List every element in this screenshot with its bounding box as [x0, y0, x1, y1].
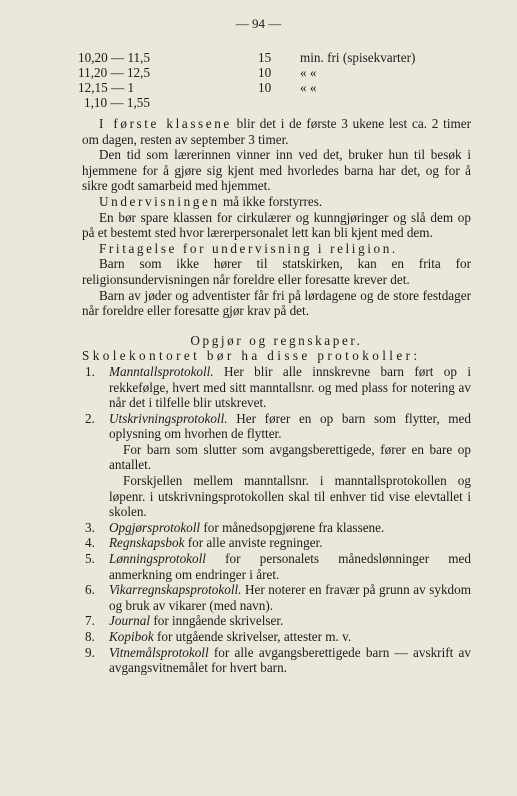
section-lead: Skolekontoret bør ha disse protokoller: — [82, 348, 421, 364]
schedule-minutes: 10 — [258, 65, 272, 80]
item-title: Kopibok — [109, 629, 154, 644]
paragraph: En bør spare klassen for cirkulærer og kunngjøringer og slå dem op på et bestemt sted hvor lærerpersonalet lett kan bli kjent med dem. — [82, 209, 471, 241]
item-number: 4. — [85, 535, 95, 551]
paragraph-text: blir det i de første 3 ukene lest ca. 2 timer om dagen, resten av september 3 timer. — [82, 116, 471, 147]
paragraph-text: må ikke forstyrres. — [219, 193, 323, 209]
item-text: for utgående skrivelser, attester m. v. — [153, 629, 352, 644]
time-schedule — [78, 50, 415, 110]
schedule-note: « « — [300, 65, 317, 80]
list-subparagraph: For barn som slutter som avgangsberettigede, fører en bare op antallet. — [109, 441, 471, 473]
item-text: for inngående skrivelser. — [150, 613, 284, 629]
item-text: for personalets månedslønninger med anmerkning om endringer i året. — [109, 551, 471, 582]
page-number: — 94 — — [235, 16, 282, 31]
list-item — [82, 411, 471, 442]
item-title: Opgjørsprotokoll — [109, 519, 201, 535]
item-text: Her fører en op barn som flytter, med oplysning om hvorhen de flytter. — [109, 410, 471, 442]
paragraph: Barn av jøder og adventister får fri på lørdagene og de store festdager når foreldre eller foresatte gjør krav på det. — [82, 287, 471, 319]
item-title: Vikarregnskapsprotokoll. — [109, 582, 242, 598]
schedule-time: 12,15 — 1 — [78, 80, 135, 95]
item-number: 2. — [85, 410, 95, 426]
schedule-time: 1,10 — 1,55 — [84, 95, 150, 110]
spaced-term: Undervisningen — [99, 193, 220, 209]
schedule-row — [78, 50, 415, 65]
schedule-minutes: 10 — [258, 80, 272, 95]
item-number: 5. — [85, 551, 95, 567]
schedule-row — [78, 65, 415, 80]
item-number: 8. — [85, 629, 95, 644]
item-text: for alle avgangsberettigede barn — avskrift av avgangsvitnemålet for hvert barn. — [109, 644, 471, 676]
list-item — [82, 535, 471, 551]
item-number: 6. — [85, 582, 95, 598]
list-item — [82, 364, 471, 411]
section-heading: Opgjør og regnskaper. — [190, 332, 363, 348]
protocol-list — [82, 364, 471, 676]
item-number: 9. — [85, 644, 95, 660]
subheading-religion: Fritagelse for undervisning i religion. — [99, 240, 398, 256]
list-subparagraph: Forskjellen mellem manntallsnr. i manntallsprotokollen og løpenr. i utskrivningsprotokollen skal til enhver tid vise elevtallet i skolen. — [109, 473, 471, 520]
schedule-time: 11,20 — 12,5 — [78, 65, 151, 80]
schedule-time: 10,20 — 11,5 — [78, 50, 151, 65]
item-title: Utskrivningsprotokoll. — [109, 410, 228, 426]
paragraph: Barn som ikke hører til statskirken, kan en frita for religionsundervisningen når foreldre eller foresatte krever det. — [82, 256, 471, 287]
list-item — [82, 645, 471, 676]
item-text: Her blir alle innskrevne barn ført op i rekkefølge, hvert med sitt manntallsnr. og med plass for notering av når det i tilfelle blir utskrevet. — [109, 363, 471, 411]
item-title: Journal — [109, 613, 151, 629]
item-title: Manntallsprotokoll. — [109, 363, 214, 379]
item-title: Regnskapsbok — [109, 535, 185, 551]
list-item — [82, 629, 471, 645]
item-number: 3. — [85, 519, 95, 535]
item-text: for alle anviste regninger. — [184, 535, 323, 551]
paragraph — [82, 116, 471, 147]
item-text: for månedsopgjørene fra klassene. — [200, 519, 385, 535]
item-text: Her noterer en fravær på grunn av sykdom og bruk av vikarer (med navn). — [109, 582, 471, 613]
item-number: 7. — [85, 613, 95, 629]
list-item — [82, 551, 471, 582]
item-number: 1. — [85, 363, 95, 379]
schedule-row — [78, 80, 415, 95]
spaced-term: I første klassene — [99, 116, 232, 131]
list-item — [82, 613, 471, 629]
schedule-row — [78, 95, 415, 110]
list-item — [82, 520, 471, 536]
schedule-note: min. fri (spisekvarter) — [300, 50, 416, 65]
item-title: Lønningsprotokoll — [109, 551, 206, 567]
spacer — [82, 319, 471, 333]
list-item — [82, 582, 471, 613]
item-title: Vitnemålsprotokoll — [109, 644, 209, 660]
paragraph: Den tid som lærerinnen vinner inn ved det, bruker hun til besøk i hjemmene for å gjøre sig kjent med hvorledes barna har det, og for å sikre godt samarbeid med hjemmet. — [82, 147, 471, 194]
schedule-minutes: 15 — [258, 50, 272, 65]
paragraph — [82, 194, 471, 210]
schedule-note: « « — [300, 80, 317, 95]
body-text — [82, 116, 471, 676]
